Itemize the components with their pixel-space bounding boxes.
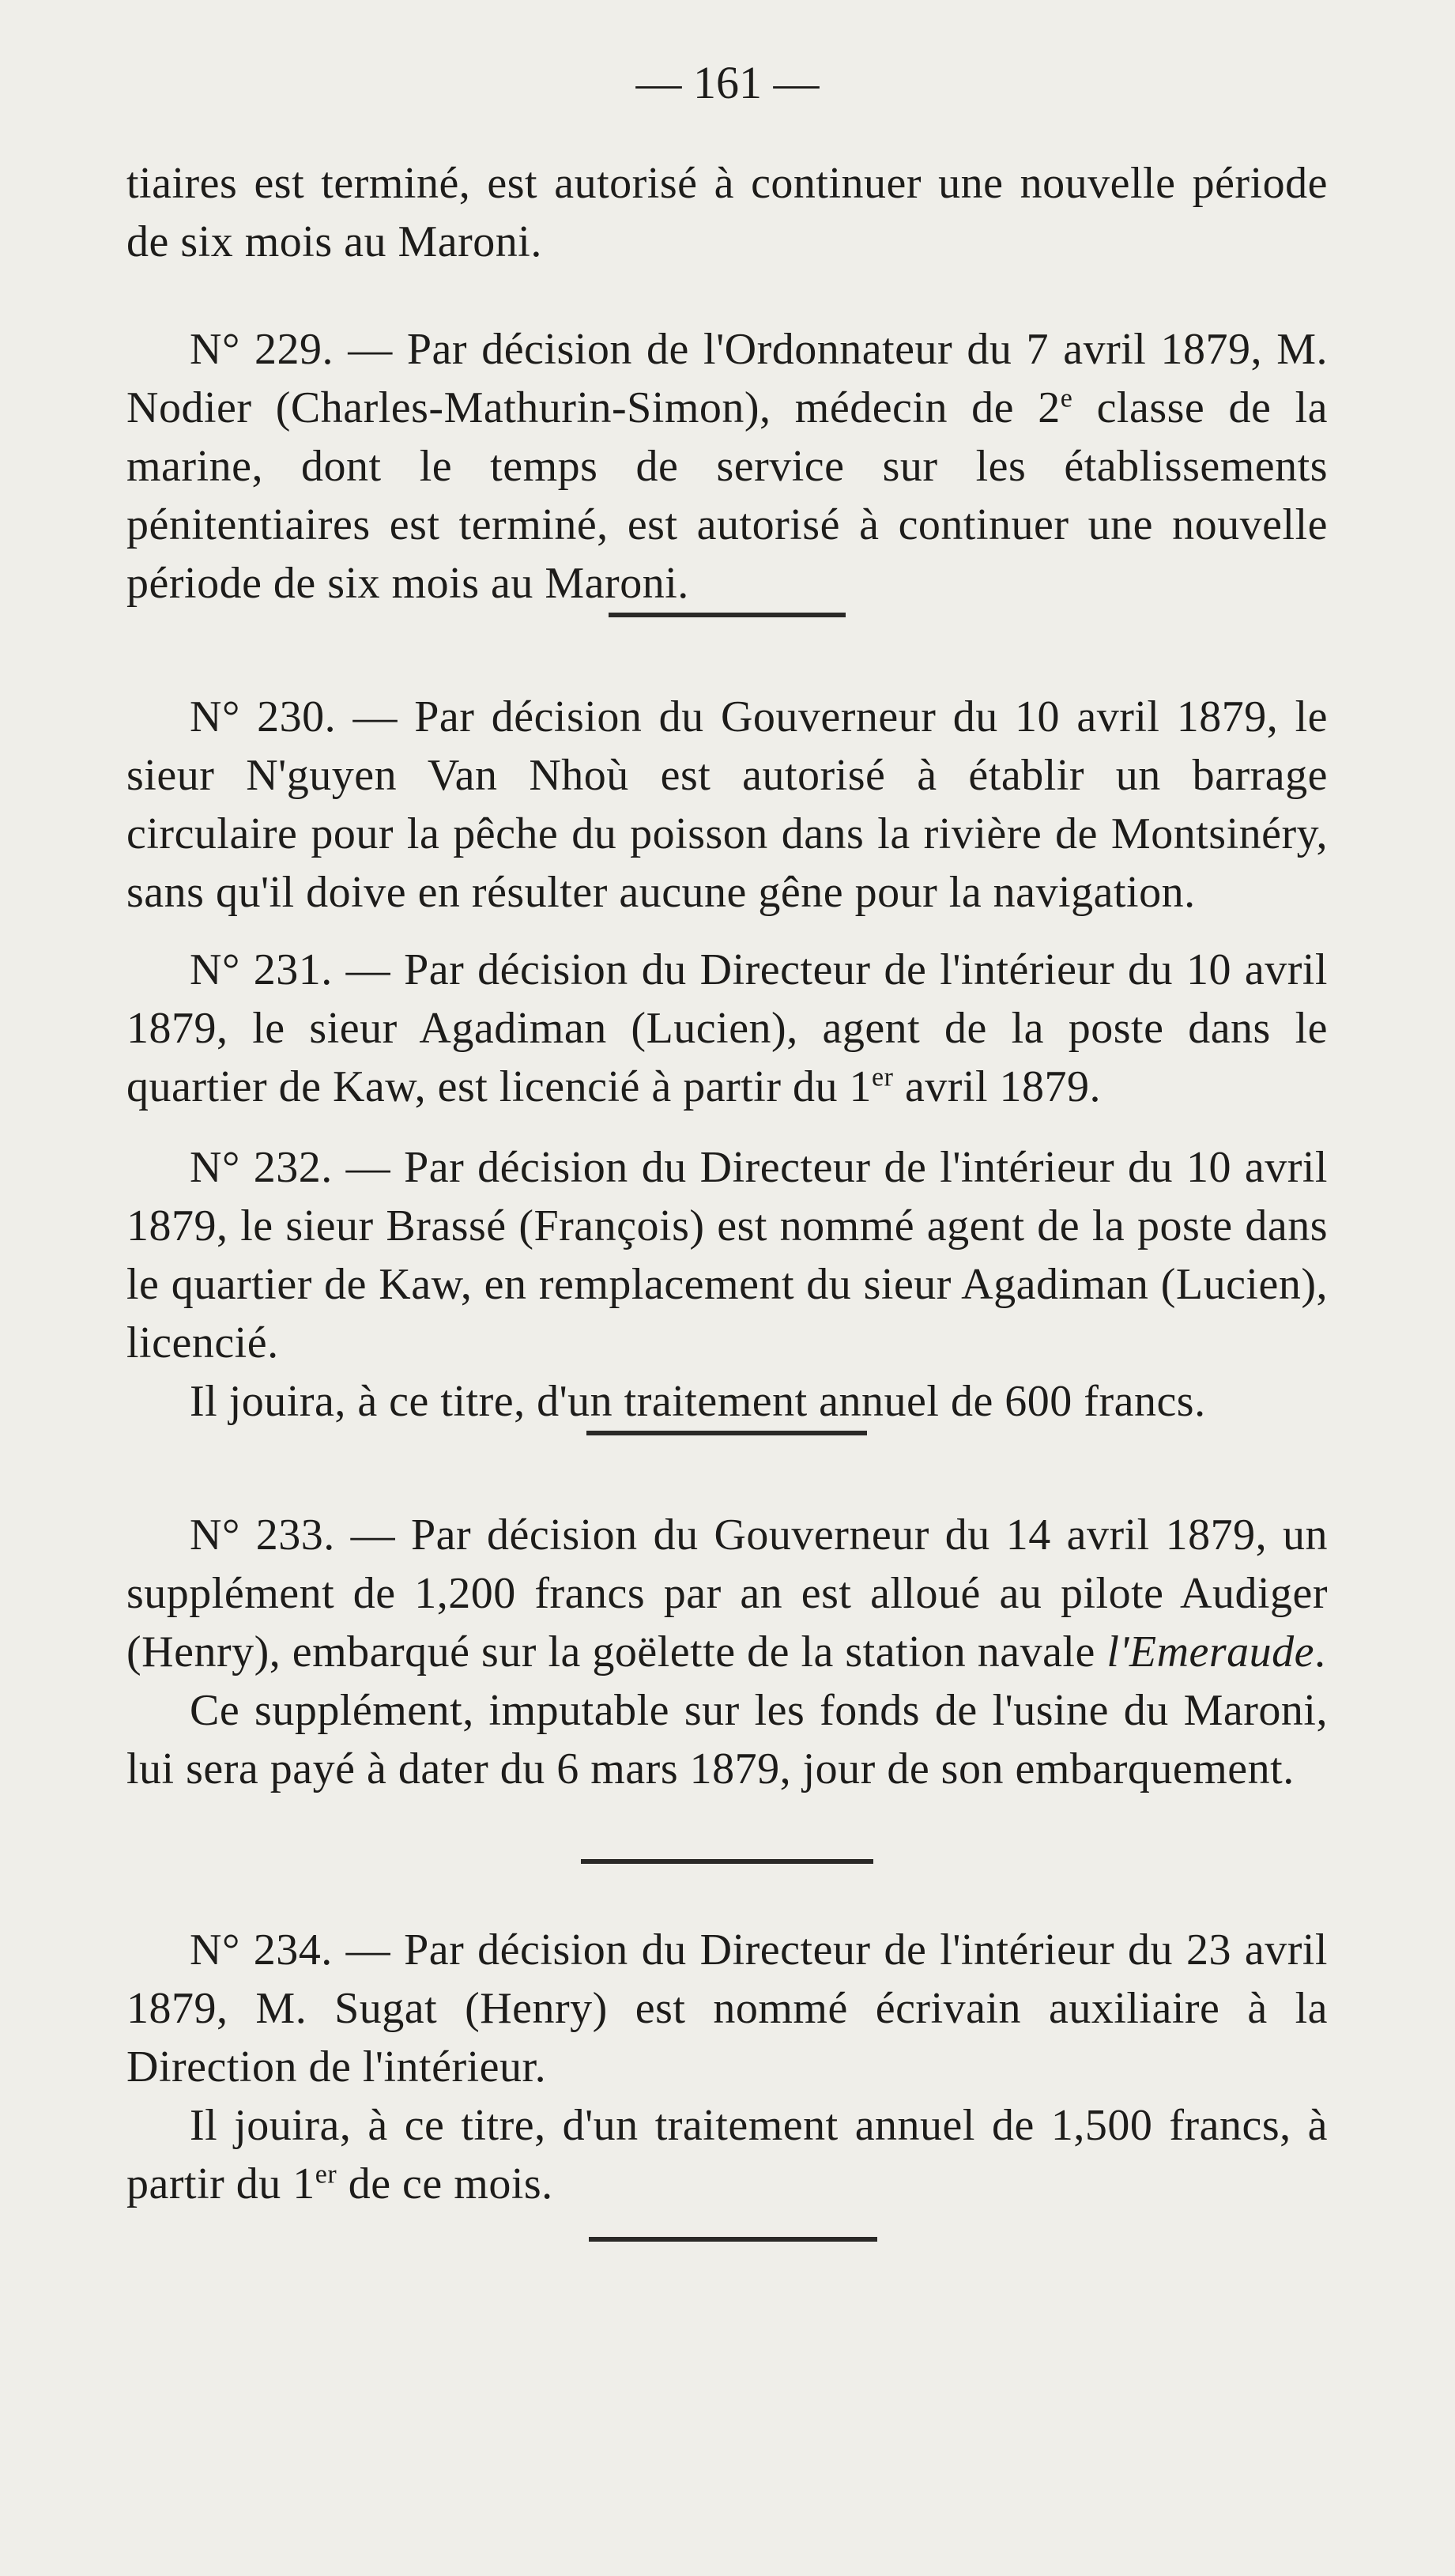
section-divider [589,2237,877,2242]
text-segment: de ce mois. [337,2159,553,2208]
superscript: er [872,1062,894,1092]
decision-234 [126,1921,1328,2213]
section-divider [609,613,846,617]
paragraph-text: N° 234. — Par décision du Directeur de l'intérieur du 23 avril 1879, M. Sugat (Henry) est nommé écrivain auxiliaire à la Direction de l'intérieur. [126,1925,1328,2091]
text-segment: N° 229. — Par décision de l'Ordonnateur du 7 avril 1879, M. Nodier (Charles-Mathurin-Simon), médecin de 2 [126,325,1328,432]
paragraph-text [126,941,1328,1116]
section-divider [586,1431,867,1435]
paragraph-text: N° 230. — Par décision du Gouverneur du 10 avril 1879, le sieur N'guyen Van Nhoù est autorisé à établir un barrage circulaire pour la pêche du poisson dans la rivière de Montsinéry, sans qu'il doive en résulter aucune gêne pour la navigation. [126,692,1328,917]
decision-230 [126,688,1328,922]
superscript: e [1060,383,1073,413]
paragraph-text: Ce supplément, imputable sur les fonds de l'usine du Maroni, lui sera payé à dater du 6 mars 1879, jour de son embarquement. [126,1686,1328,1793]
paragraph-text [126,1506,1328,1681]
section-divider [581,1859,873,1864]
paragraph-continuation [126,154,1328,271]
paragraph-text [126,2096,1328,2213]
page-number: — 161 — [635,57,820,108]
paragraph-text: Il jouira, à ce titre, d'un traitement annuel de 600 francs. [190,1377,1206,1426]
decision-229 [126,320,1328,613]
text-segment: N° 233. — Par décision du Gouverneur du 14 avril 1879, un supplément de 1,200 francs par an est alloué au pilote Audiger (Henry), embarqué sur la goëlette de la station navale [126,1511,1328,1676]
text-segment: . [1314,1627,1326,1676]
paragraph-text: tiaires est terminé, est autorisé à continuer une nouvelle période de six mois au Maroni. [126,159,1328,266]
decision-233 [126,1506,1328,1798]
paragraph-text [126,320,1328,613]
text-segment: Il jouira, à ce titre, d'un traitement annuel de 1,500 francs, à partir du 1 [126,2101,1328,2208]
decision-232 [126,1138,1328,1431]
text-segment: classe de la marine, dont le temps de service sur les établissements pénitentiaires est terminé, est autorisé à continuer une nouvelle période de six mois au Maroni. [126,383,1329,608]
text-segment: N° 231. — Par décision du Directeur de l'intérieur du 10 avril 1879, le sieur Agadiman (Lucien), agent de la poste dans le quartier de Kaw, est licencié à partir du 1 [126,945,1328,1111]
paragraph-text: N° 232. — Par décision du Directeur de l'intérieur du 10 avril 1879, le sieur Brassé (François) est nommé agent de la poste dans le quartier de Kaw, en remplacement du sieur Agadiman (Lucien), licencié. [126,1143,1328,1367]
ship-name: l'Emeraude [1106,1627,1315,1676]
decision-231 [126,941,1328,1116]
text-segment: avril 1879. [893,1062,1102,1111]
superscript: er [315,2159,337,2189]
